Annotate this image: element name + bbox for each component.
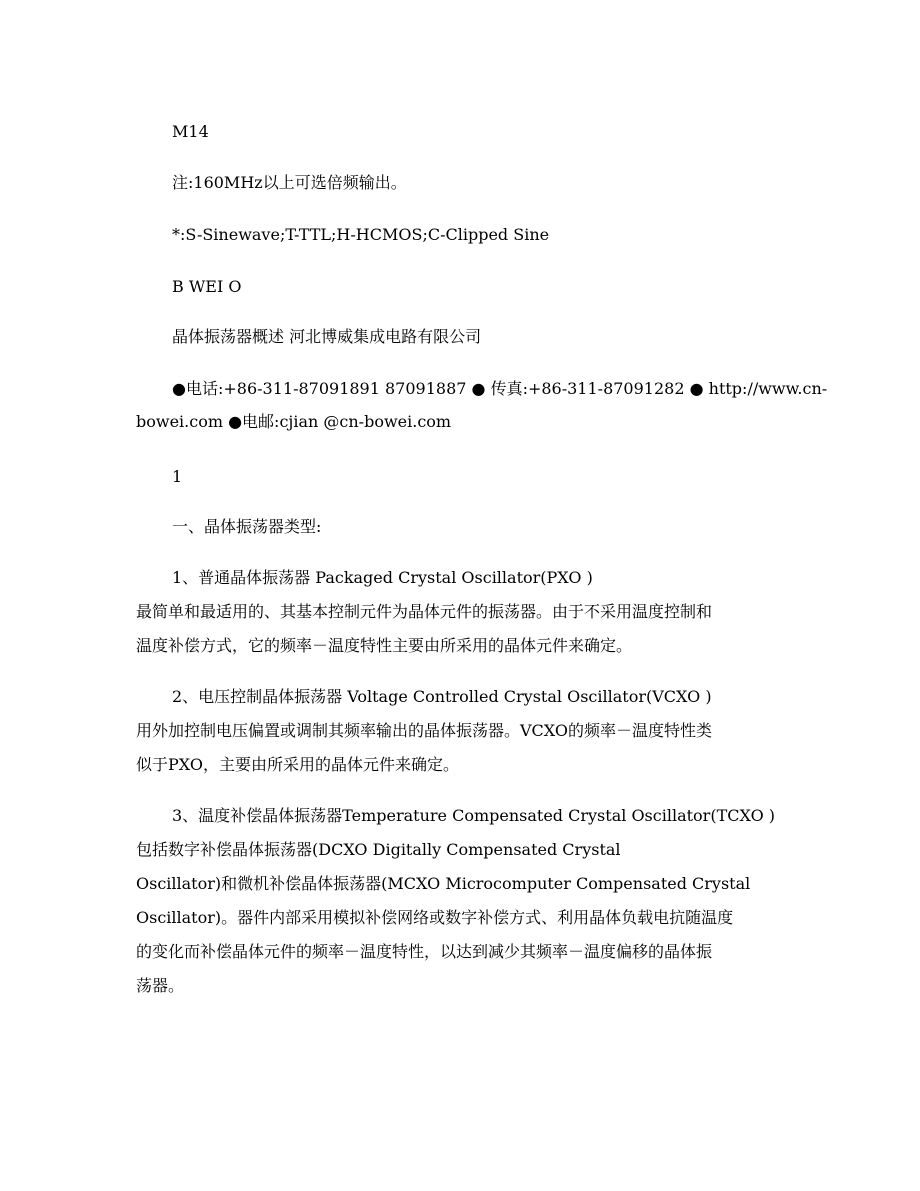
document-heading: 晶体振荡器概述 河北博威集成电路有限公司 bbox=[172, 327, 482, 346]
item-3-title: 3、温度补偿晶体振荡器Temperature Compensated Crystal Oscillator(TCXO ) bbox=[172, 806, 776, 825]
page-number: 1 bbox=[172, 467, 183, 486]
item-2-body-line: 用外加控制电压偏置或调制其频率输出的晶体振荡器。VCXO的频率－温度特性类 bbox=[136, 721, 713, 740]
item-1-body-line: 最简单和最适用的、其基本控制元件为晶体元件的振荡器。由于不采用温度控制和 bbox=[136, 602, 713, 621]
contact-line-2: bowei.com ●电邮:cjian @cn-bowei.com bbox=[136, 412, 452, 431]
item-1-title: 1、普通晶体振荡器 Packaged Crystal Oscillator(PXO ) bbox=[172, 568, 593, 587]
item-3-body-line: Oscillator)和微机补偿晶体振荡器(MCXO Microcomputer Compensated Crystal bbox=[136, 874, 751, 893]
model-label: M14 bbox=[172, 122, 209, 141]
item-2-body-line: 似于PXO，主要由所采用的晶体元件来确定。 bbox=[136, 755, 459, 774]
section-title: 一、晶体振荡器类型: bbox=[172, 517, 322, 536]
item-3-body-line: Oscillator)。器件内部采用模拟补偿网络或数字补偿方式、利用晶体负载电抗随温度 bbox=[136, 908, 734, 927]
item-1-body-line: 温度补偿方式，它的频率－温度特性主要由所采用的晶体元件来确定。 bbox=[136, 636, 633, 655]
brand-text: B WEI O bbox=[172, 277, 242, 296]
note-text: 注:160MHz以上可选倍频输出。 bbox=[172, 173, 407, 192]
item-3-body-line: 的变化而补偿晶体元件的频率－温度特性，以达到减少其频率－温度偏移的晶体振 bbox=[136, 942, 713, 961]
legend-text: *:S-Sinewave;T-TTL;H-HCMOS;C-Clipped Sine bbox=[172, 225, 550, 244]
item-3-body-line: 包括数字补偿晶体振荡器(DCXO Digitally Compensated Crystal bbox=[136, 840, 621, 859]
contact-line-1: ●电话:+86-311-87091891 87091887 ● 传真:+86-311-87091282 ● http://www.cn- bbox=[172, 379, 828, 398]
item-3-body-line: 荡器。 bbox=[136, 976, 185, 995]
item-2-title: 2、电压控制晶体振荡器 Voltage Controlled Crystal Oscillator(VCXO ) bbox=[172, 687, 712, 706]
